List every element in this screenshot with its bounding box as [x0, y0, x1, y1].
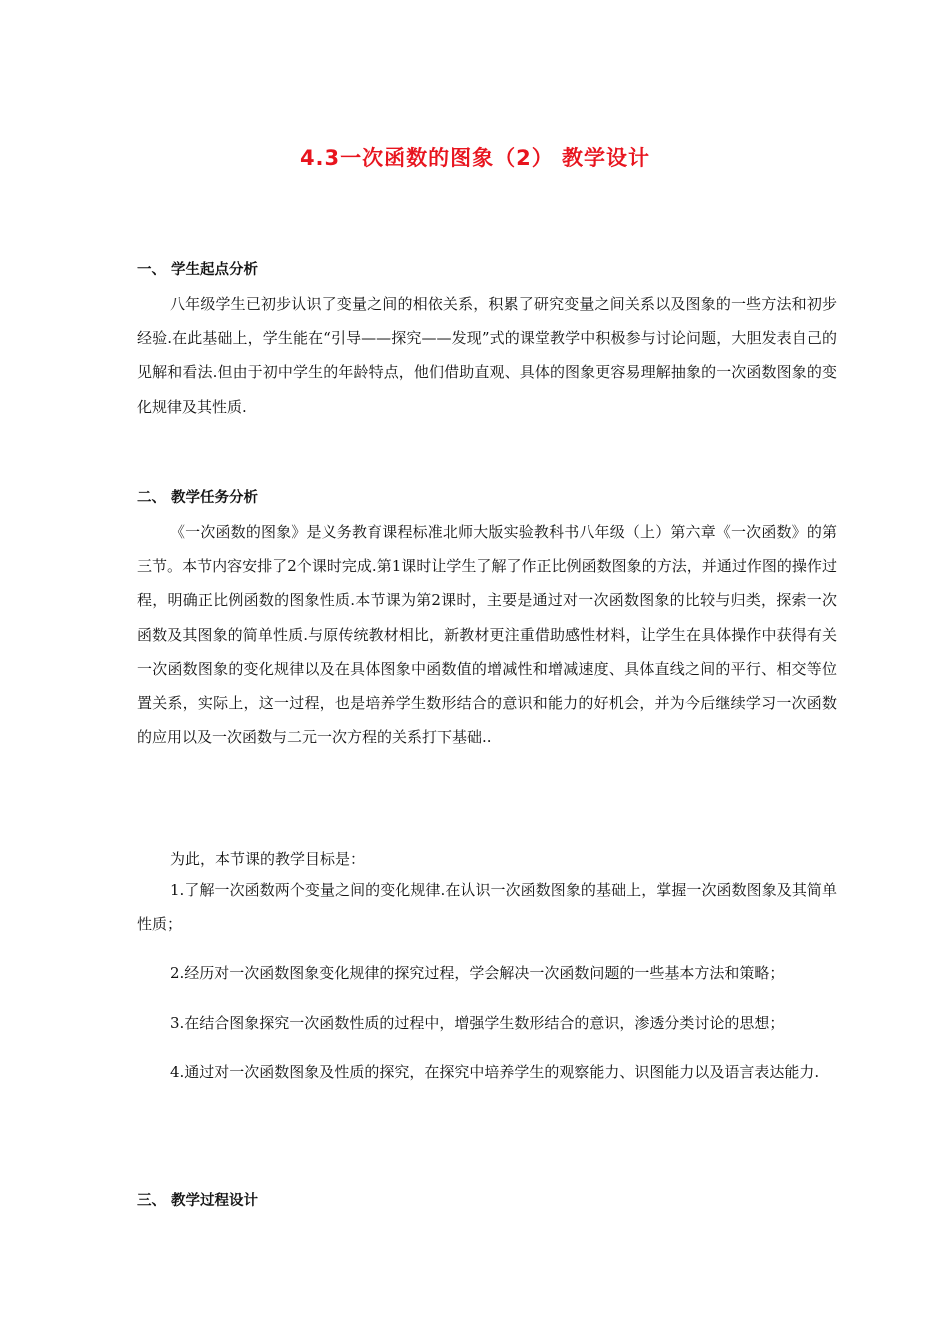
objective-item-4: 4.通过对一次函数图象及性质的探究，在探究中培养学生的观察能力、识图能力以及语言表达能力.: [170, 1062, 820, 1081]
objective-item-2: 2.经历对一次函数图象变化规律的探究过程，学会解决一次函数问题的一些基本方法和策略；: [170, 964, 785, 983]
section-heading-teaching-process: 三、 教学过程设计: [137, 1193, 259, 1209]
paragraph-student-analysis: 八年级学生已初步认识了变量之间的相依关系，积累了研究变量之间关系以及图象的一些方法和初步经验.在此基础上，学生能在“引导——探究——发现”式的课堂教学中积极参与讨论问题，大胆发表自己的见解和看法.但由于初中学生的年龄特点，他们借助直观、具体的图象更容易理解抽象的一次函数图象的变化规律及其性质.: [137, 295, 837, 416]
section-heading-task-analysis: 二、 教学任务分析: [137, 490, 259, 506]
objective-item-3: 3.在结合图象探究一次函数性质的过程中，增强学生数形结合的意识，渗透分类讨论的思想；: [170, 1013, 785, 1032]
section-heading-student-analysis: 一、 学生起点分析: [137, 262, 259, 278]
document-title: 4.3一次函数的图象（2） 教学设计: [299, 146, 651, 170]
objective-item-1: 1.了解一次函数两个变量之间的变化规律.在认识一次函数图象的基础上，掌握一次函数图象及其简单性质；: [137, 881, 837, 934]
objectives-list: [137, 873, 837, 1089]
paragraph-objectives-intro: 为此，本节课的教学目标是：: [170, 850, 366, 868]
paragraph-task-analysis: 《一次函数的图象》是义务教育课程标准北师大版实验教科书八年级（上）第六章《一次函数》的第三节。本节内容安排了2个课时完成.第1课时让学生了解了作正比例函数图象的方法，并通过作图的操作过程，明确正比例函数的图象性质.本节课为第2课时，主要是通过对一次函数图象的比较与归类，探索一次函数及其图象的简单性质.与原传统教材相比，新教材更注重借助感性材料，让学生在具体操作中获得有关一次函数图象的变化规律以及在具体图象中函数值的增减性和增减速度、具体直线之间的平行、相交等位置关系，实际上，这一过程，也是培养学生数形结合的意识和能力的好机会，并为今后继续学习一次函数的应用以及一次函数与二元一次方程的关系打下基础..: [137, 523, 837, 747]
